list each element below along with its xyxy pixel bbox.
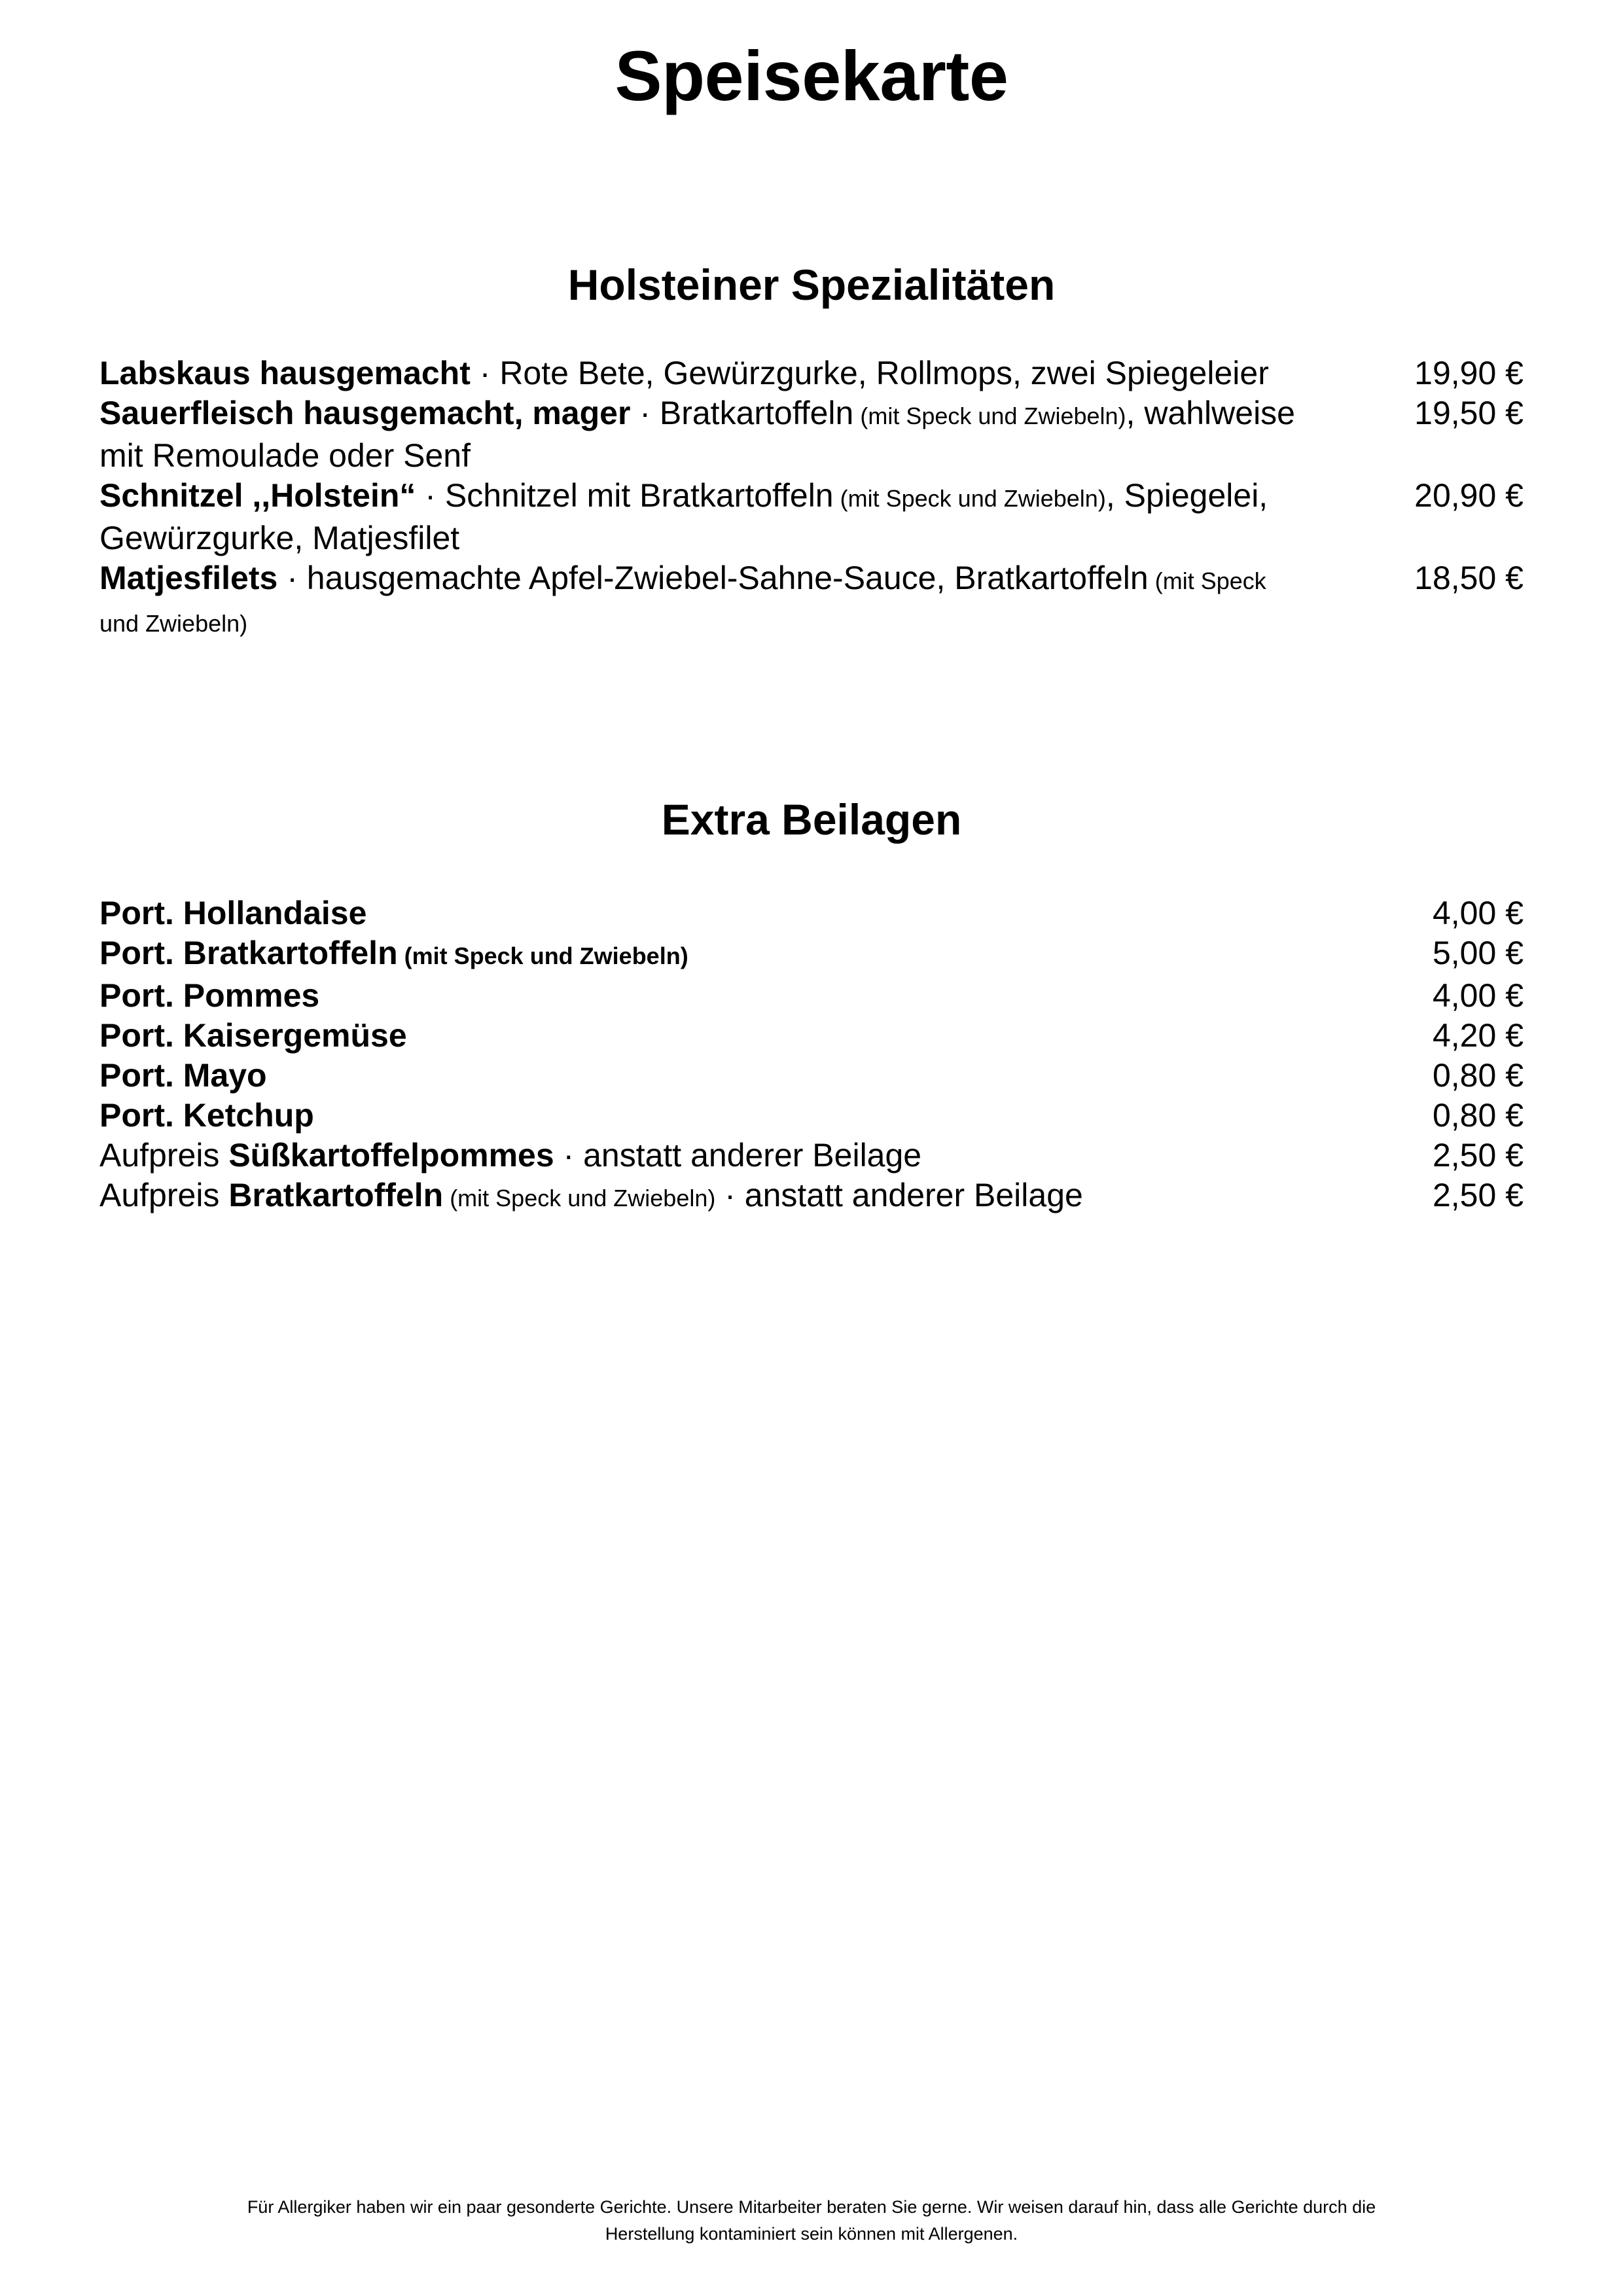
beilage-item-name: Port. Ketchup: [99, 1097, 314, 1134]
beilage-item-bratkartoffeln: [99, 933, 1524, 976]
allergen-disclaimer-line2: Herstellung kontaminiert sein können mit Allergenen.: [605, 2224, 1018, 2244]
section-header-holsteiner-spezialitaeten: Holsteiner Spezialitäten: [567, 260, 1056, 309]
allergen-disclaimer-line1: Für Allergiker haben wir ein paar gesonderte Gerichte. Unsere Mitarbeiter beraten Sie gerne. Wir weisen darauf hin, dass alle Gerichte durch die: [247, 2197, 1376, 2217]
menu-item-schnitzel-holstein: [99, 476, 1524, 558]
beilage-item-text: [99, 976, 1308, 1016]
menu-item-note-text: (mit Speck und Zwiebeln): [99, 567, 1266, 637]
beilage-item-name: Port. Hollandaise: [99, 895, 367, 931]
beilage-item-text: [99, 1016, 1308, 1056]
beilage-item-name: Port. Kaisergemüse: [99, 1017, 407, 1054]
beilage-item-text: [99, 933, 1308, 976]
beilage-item-price: 0,80 €: [1432, 1097, 1524, 1134]
menu-item-separator: ·: [630, 395, 660, 431]
menu-item-separator: ·: [277, 560, 307, 596]
beilage-item-suffix: · anstatt anderer Beilage: [715, 1177, 1083, 1213]
beilage-item-price: 5,00 €: [1432, 935, 1524, 971]
beilage-item-name: Port. Bratkartoffeln: [99, 935, 398, 971]
beilage-item-aufpreis-suesskartoffelpommes: [99, 1136, 1524, 1175]
beilage-item-price: 4,00 €: [1432, 977, 1524, 1014]
menu-item-text: [99, 476, 1308, 558]
beilage-item-kaisergemuese: [99, 1016, 1524, 1056]
beilage-item-suffix: · anstatt anderer Beilage: [554, 1137, 922, 1174]
menu-list-extra-beilagen: [99, 841, 1524, 1218]
menu-item-separator: ·: [470, 355, 500, 391]
menu-item-description-before-note: hausgemachte Apfel-Zwiebel-Sahne-Sauce, Bratkartoffeln: [306, 560, 1149, 596]
beilage-item-text: [99, 1175, 1308, 1218]
menu-item-separator: ·: [416, 477, 445, 514]
menu-item-note: [834, 485, 1106, 512]
menu-item-matjesfilets: [99, 558, 1524, 643]
beilage-item-note-text: (mit Speck und Zwiebeln): [450, 1185, 716, 1211]
beilage-item-text: [99, 893, 1308, 933]
beilage-item-note-text: (mit Speck und Zwiebeln): [404, 942, 688, 969]
menu-item-price: 18,50 €: [1414, 560, 1524, 596]
beilage-item-name: Port. Pommes: [99, 977, 320, 1014]
section-header-extra-beilagen: Extra Beilagen: [661, 795, 962, 844]
menu-item-price: 20,90 €: [1414, 477, 1524, 514]
menu-item-text: [99, 558, 1308, 643]
menu-item-name: Matjesfilets: [99, 560, 278, 596]
menu-item-description-after-note: , Spiegelei, Gewürzgurke, Matjesfilet: [99, 477, 1268, 556]
page-title: Speisekarte: [615, 36, 1008, 115]
menu-item-name: Sauerfleisch hausgemacht, mager: [99, 395, 631, 431]
beilage-item-prefix: Aufpreis: [99, 1177, 229, 1213]
menu-item-description-before-note: Schnitzel mit Bratkartoffeln: [444, 477, 834, 514]
beilage-item-price: 0,80 €: [1432, 1057, 1524, 1094]
beilage-item-name: Bratkartoffeln: [228, 1177, 444, 1213]
menu-item-description: Rote Bete, Gewürzgurke, Rollmops, zwei Spiegeleier: [499, 355, 1269, 391]
beilage-item-aufpreis-bratkartoffeln: [99, 1175, 1524, 1218]
beilage-item-ketchup: [99, 1096, 1524, 1136]
beilage-item-text: [99, 1056, 1308, 1096]
menu-item-description-after-note: , wahlweise mit Remoulade oder Senf: [99, 395, 1295, 474]
menu-item-price: 19,50 €: [1414, 395, 1524, 431]
menu-item-description-before-note: Bratkartoffeln: [659, 395, 854, 431]
menu-item-text: [99, 353, 1308, 393]
menu-item-name: Labskaus hausgemacht: [99, 355, 471, 391]
menu-item-note-text: (mit Speck und Zwiebeln): [860, 403, 1126, 429]
beilage-item-text: [99, 1096, 1308, 1136]
beilage-item-name: Süßkartoffelpommes: [228, 1137, 554, 1174]
beilage-item-mayo: [99, 1056, 1524, 1096]
menu-list-holsteiner-spezialitaeten: [99, 306, 1524, 643]
menu-item-name: Schnitzel ,,Holstein“: [99, 477, 416, 514]
beilage-item-price: 4,00 €: [1432, 895, 1524, 931]
beilage-item-note: [443, 1185, 715, 1211]
menu-item-sauerfleisch: [99, 393, 1524, 476]
menu-item-labskaus: [99, 353, 1524, 393]
beilage-item-price: 4,20 €: [1432, 1017, 1524, 1054]
beilage-item-price: 2,50 €: [1432, 1137, 1524, 1174]
beilage-item-note: [398, 942, 688, 969]
beilage-item-hollandaise: [99, 893, 1524, 933]
allergen-disclaimer: [99, 2194, 1524, 2248]
beilage-item-price: 2,50 €: [1432, 1177, 1524, 1213]
beilage-item-text: [99, 1136, 1308, 1175]
beilage-item-pommes: [99, 976, 1524, 1016]
beilage-item-prefix: Aufpreis: [99, 1137, 229, 1174]
menu-item-price: 19,90 €: [1414, 355, 1524, 391]
menu-item-note: [853, 403, 1126, 429]
beilage-item-name: Port. Mayo: [99, 1057, 267, 1094]
menu-item-note-text: (mit Speck und Zwiebeln): [840, 485, 1106, 512]
menu-item-text: [99, 393, 1308, 476]
